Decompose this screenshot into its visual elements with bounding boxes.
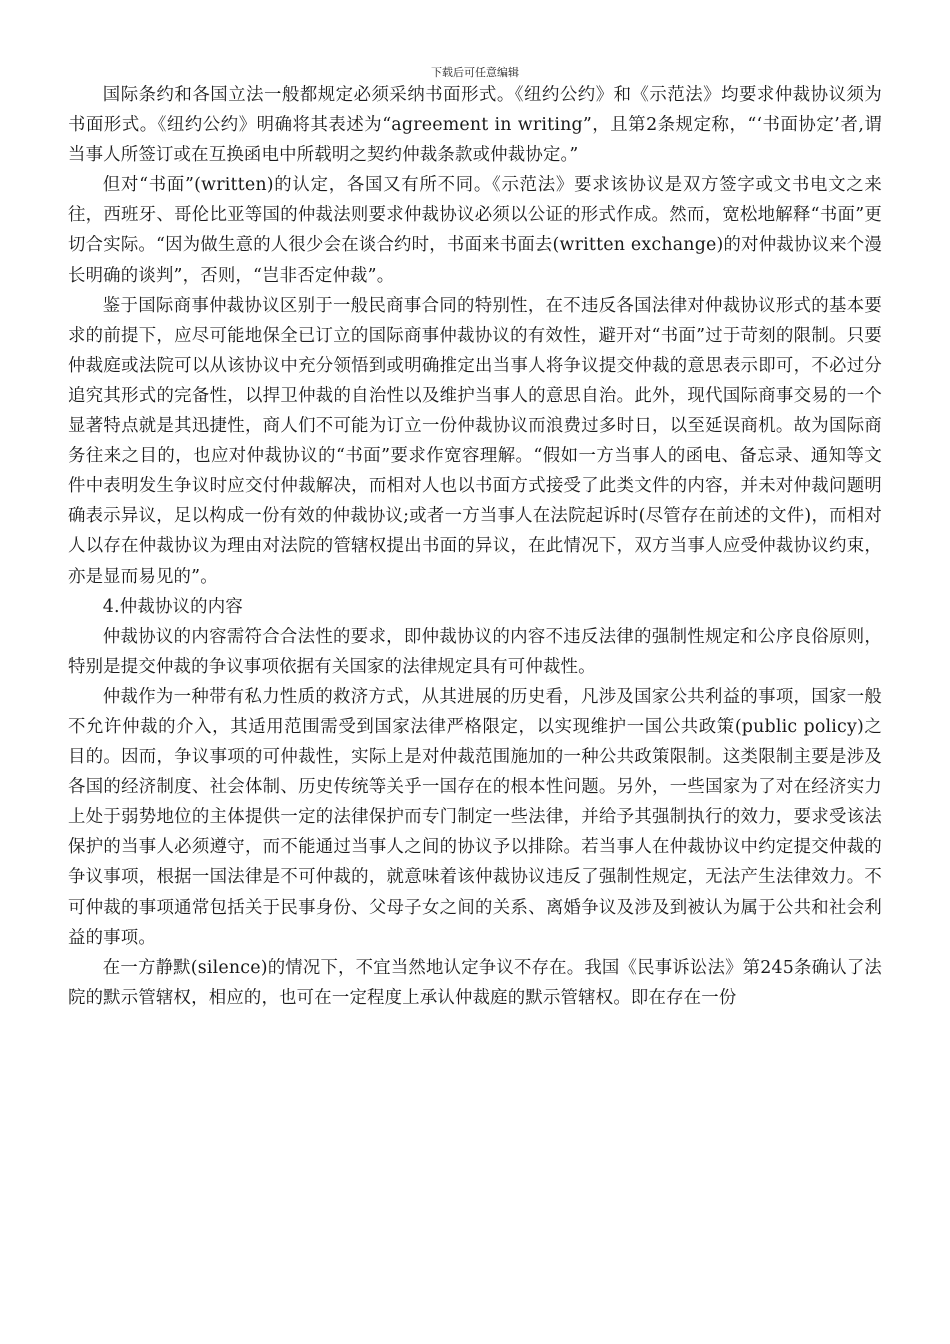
paragraph-silence: 在一方静默(silence)的情况下，不宜当然地认定争议不存在。我国《民事诉讼法》第245条确认了法院的默示管辖权，相应的，也可在一定程度上承认仲裁庭的默示管辖权。即在存在一份 (68, 957, 882, 1008)
paragraph-legality: 仲裁协议的内容需符合合法性的要求，即仲裁协议的内容不违反法律的强制性规定和公序良俗原则，特别是提交仲裁的争议事项依据有关国家的法律规定具有可仲裁性。 (68, 626, 882, 677)
section-heading-agreement-content: 4.仲裁协议的内容 (102, 596, 243, 617)
paragraph-written-definition: 但对“书面”(written)的认定，各国又有所不同。《示范法》要求该协议是双方签字或文书电文之来往，西班牙、哥伦比亚等国的仲裁法则要求仲裁协议必须以公证的形式作成。然而，宽松地解释“书面”更切合实际。“因为做生意的人很少会在谈合约时，书面来书面去(written exchange)的对仲裁协议来个漫长明确的谈判”，否则，“岂非否定仲裁”。 (68, 175, 882, 286)
paragraph-written-form-requirement: 国际条约和各国立法一般都规定必须采纳书面形式。《纽约公约》和《示范法》均要求仲裁协议须为书面形式。《纽约公约》明确将其表述为“agreement in writing”，且第2条规定称，“‘书面协定’者,谓当事人所签订或在互换函电中所载明之契约仲裁条款或仲裁协定。” (68, 85, 882, 166)
document-body (68, 80, 882, 1013)
paragraph-lenient-interpretation: 鉴于国际商事仲裁协议区别于一般民商事合同的特别性，在不违反各国法律对仲裁协议形式的基本要求的前提下，应尽可能地保全已订立的国际商事仲裁协议的有效性，避开对“书面”过于苛刻的限制。只要仲裁庭或法院可以从该协议中充分领悟到或明确推定出当事人将争议提交仲裁的意思表示即可，不必过分追究其形式的完备性，以捍卫仲裁的自治性以及维护当事人的意思自治。此外，现代国际商事交易的一个显著特点就是其迅捷性，商人们不可能为订立一份仲裁协议而浪费过多时日，以至延误商机。故为国际商务往来之目的，也应对仲裁协议的“书面”要求作宽容理解。“假如一方当事人的函电、备忘录、通知等文件中表明发生争议时应交付仲裁解决，而相对人也以书面方式接受了此类文件的内容，并未对仲裁问题明确表示异议，足以构成一份有效的仲裁协议;或者一方当事人在法院起诉时(尽管存在前述的文件)，而相对人以存在仲裁协议为理由对法院的管辖权提出书面的异议，在此情况下，双方当事人应受仲裁协议约束，亦是显而易见的”。 (68, 295, 882, 587)
paragraph-arbitrability: 仲裁作为一种带有私力性质的救济方式，从其进展的历史看，凡涉及国家公共利益的事项，国家一般不允许仲裁的介入，其适用范围需受到国家法律严格限定，以实现维护一国公共政策(public policy)之目的。因而，争议事项的可仲裁性，实际上是对仲裁范围施加的一种公共政策限制。这类限制主要是涉及各国的经济制度、社会体制、历史传统等关乎一国存在的根本性问题。另外，一些国家为了对在经济实力上处于弱势地位的主体提供一定的法律保护而专门制定一些法律，并给予其强制执行的效力，要求受该法保护的当事人必须遵守，而不能通过当事人之间的协议予以排除。若当事人在仲裁协议中约定提交仲裁的争议事项，根据一国法律是不可仲裁的，就意味着该仲裁协议违反了强制性规定，无法产生法律效力。不可仲裁的事项通常包括关于民事身份、父母子女之间的关系、离婚争议及涉及到被认为属于公共和社会利益的事项。 (68, 686, 882, 948)
header-note: 下载后可任意编辑 (431, 66, 519, 79)
